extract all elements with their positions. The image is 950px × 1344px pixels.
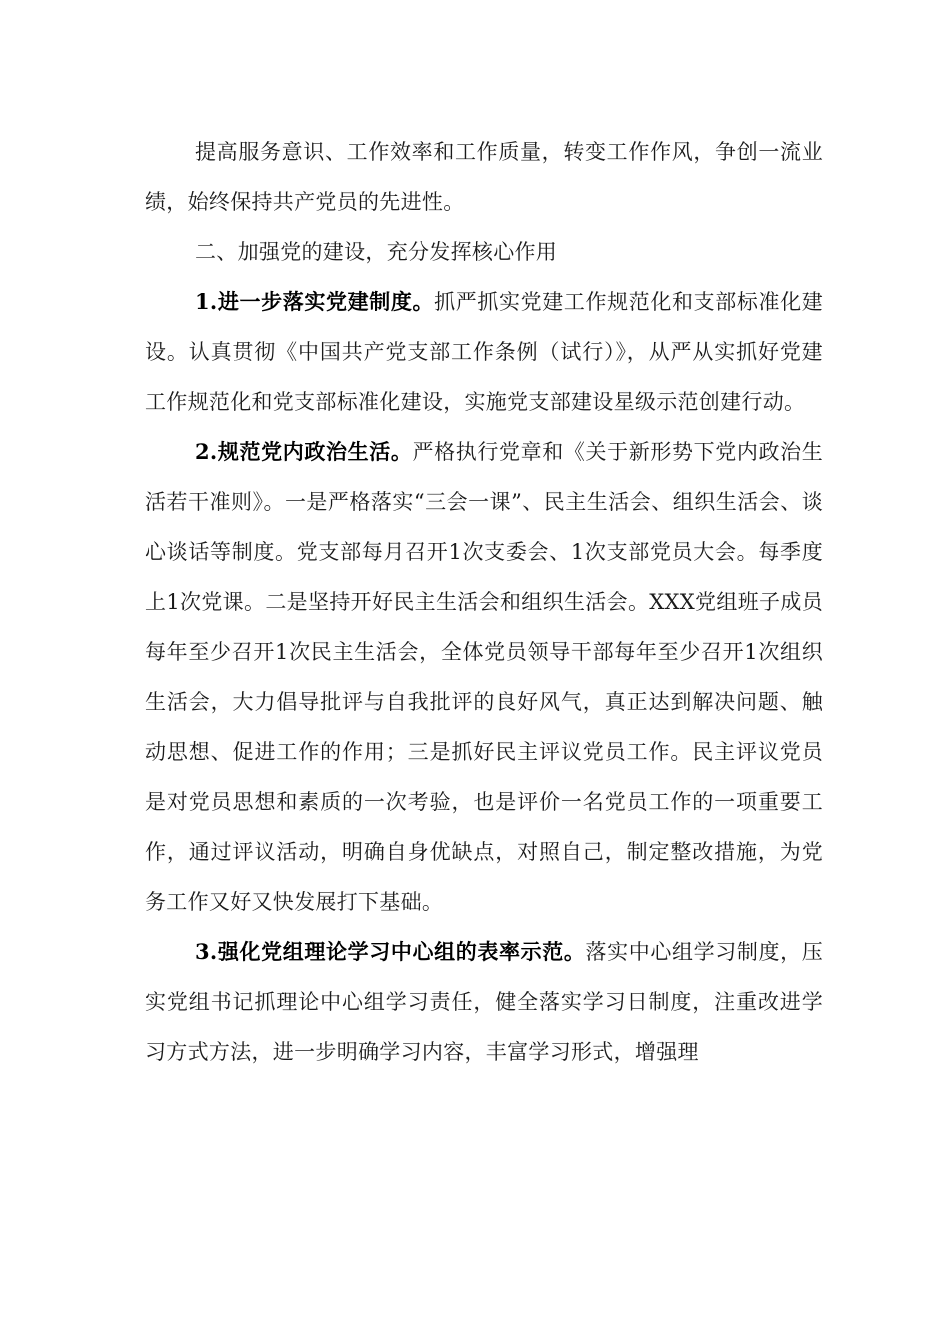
paragraph-political-life (145, 427, 823, 927)
item-title-party-system: 1.进一步落实党建制度。 (195, 289, 435, 314)
item-title-study-group: 3.强化党组理论学习中心组的表率示范。 (195, 939, 586, 964)
paragraph-party-system (145, 277, 823, 427)
paragraph-study-group (145, 927, 823, 1077)
item-body-study-group: 落实中心组学习制度，压实党组书记抓理论中心组学习责任，健全落实学习日制度，注重改进学习方式方法，进一步明确学习内容，丰富学习形式，增强理 (145, 940, 823, 1064)
section-heading-party-building: 二、加强党的建设，充分发挥核心作用 (195, 240, 558, 264)
item-body-political-life: 严格执行党章和《关于新形势下党内政治生活若干准则》。一是严格落实“三会一课”、民主生活会、组织生活会、谈心谈话等制度。党支部每月召开1次支委会、1次支部党员大会。每季度上1次党课。二是坚持开好民主生活会和组织生活会。XXX党组班子成员每年至少召开1次民主生活会，全体党员领导干部每年至少召开1次组织生活会，大力倡导批评与自我批评的良好风气，真正达到解决问题、触动思想、促进工作的作用；三是抓好民主评议党员工作。民主评议党员是对党员思想和素质的一次考验，也是评价一名党员工作的一项重要工作，通过评议活动，明确自身优缺点，对照自己，制定整改措施，为党务工作又好又快发展打下基础。 (145, 440, 823, 914)
item-body-party-system: 抓严抓实党建工作规范化和支部标准化建设。认真贯彻《中国共产党支部工作条例（试行）》，从严从实抓好党建工作规范化和党支部标准化建设，实施党支部建设星级示范创建行动。 (145, 290, 823, 414)
paragraph-service-awareness: 提高服务意识、工作效率和工作质量，转变工作作风，争创一流业绩，始终保持共产党员的先进性。 (145, 140, 823, 214)
document-page (145, 127, 823, 1077)
item-title-political-life: 2.规范党内政治生活。 (195, 439, 413, 464)
